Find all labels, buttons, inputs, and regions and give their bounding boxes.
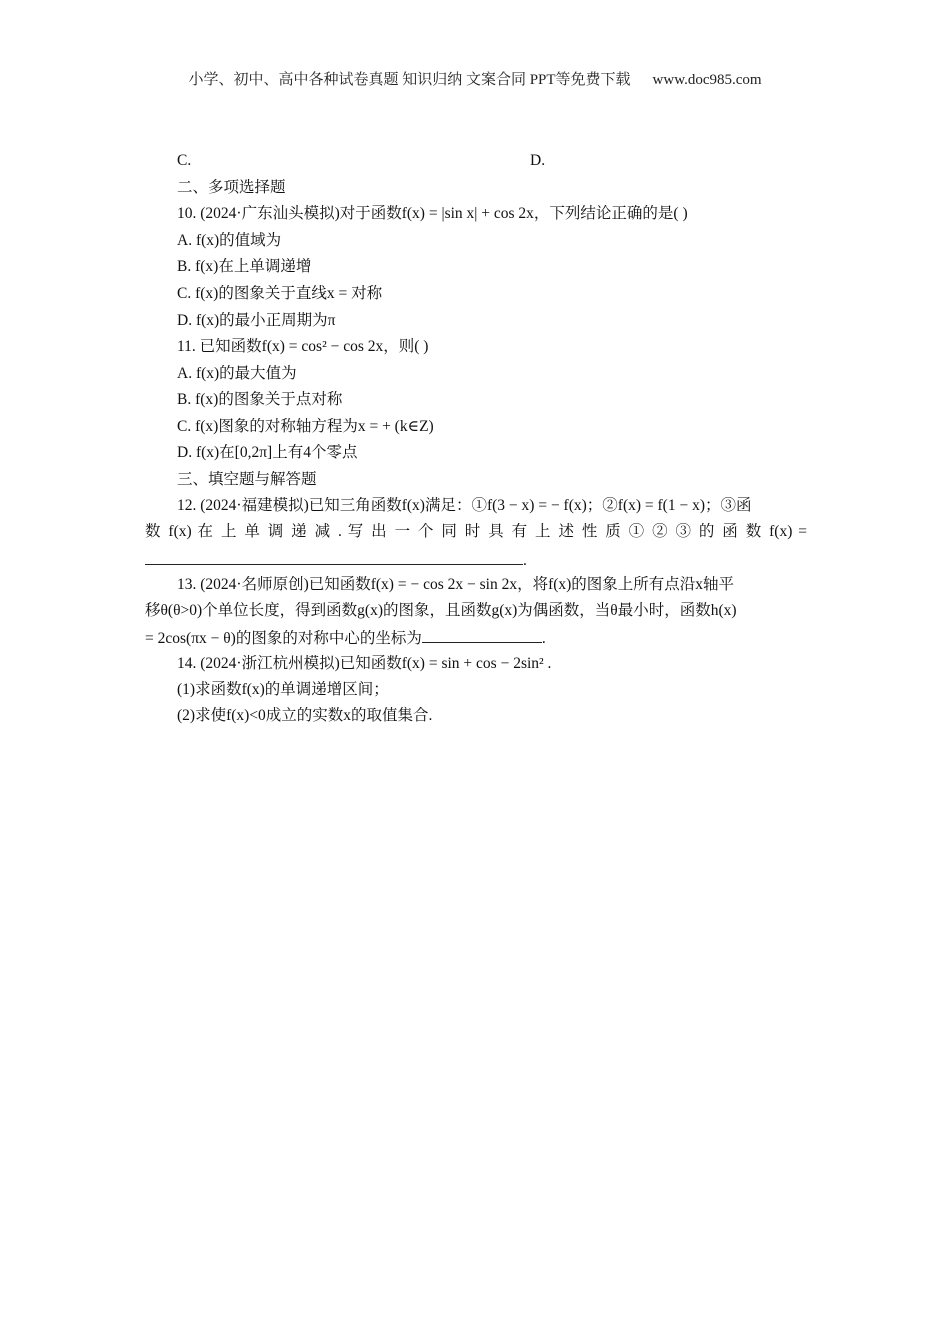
question-14-part-2: (2)求使f(x)<0成立的实数x的取值集合. <box>177 707 433 724</box>
option-c-label: C. <box>177 152 192 169</box>
answer-blank[interactable] <box>145 549 523 565</box>
answer-blank[interactable] <box>422 627 542 643</box>
question-11-option-d: D. f(x)在[0,2π]上有4个零点 <box>177 444 358 461</box>
question-13-line-1: 13. (2024·名师原创)已知函数f(x) = − cos 2x − sin 2x，将f(x)的图象上所有点沿x轴平 <box>177 576 735 593</box>
question-13-line-3-text: = 2cos(πx − θ)的图象的对称中心的坐标为 <box>145 630 422 647</box>
question-11-option-a: A. f(x)的最大值为 <box>177 365 297 382</box>
question-10-option-b: B. f(x)在上单调递增 <box>177 258 312 275</box>
header-text: 小学、初中、高中各种试卷真题 知识归纳 文案合同 PPT等免费下载 <box>188 72 631 88</box>
question-12-line-1: 12. (2024·福建模拟)已知三角函数f(x)满足：①f(3 − x) = − f(x)；②f(x) = f(1 − x)；③函 <box>177 497 752 514</box>
question-11-option-b: B. f(x)的图象关于点对称 <box>177 391 343 408</box>
question-14-part-1: (1)求函数f(x)的单调递增区间； <box>177 681 389 698</box>
page-header <box>0 68 950 89</box>
header-url: www.doc985.com <box>652 72 762 88</box>
section-heading-multiple-choice: 二、多项选择题 <box>177 179 286 196</box>
question-10-option-d: D. f(x)的最小正周期为π <box>177 312 336 329</box>
question-11-option-c: C. f(x)图象的对称轴方程为x = + (k∈Z) <box>177 418 434 435</box>
question-13-line-3 <box>145 627 807 649</box>
question-13-period: . <box>541 630 546 647</box>
question-11-stem: 11. 已知函数f(x) = cos² − cos 2x，则( ) <box>177 338 429 355</box>
option-d-label: D. <box>530 152 546 169</box>
question-12-line-2: 数 f(x) 在 上 单 调 递 减 . 写 出 一 个 同 时 具 有 上 述 性 质 ① ② ③ 的 函 数 f(x) = <box>145 523 807 540</box>
question-13-line-2: 移θ(θ>0)个单位长度，得到函数g(x)的图象，且函数g(x)为偶函数，当θ最小时，函数h(x) <box>145 602 737 619</box>
question-12-answer-line <box>145 549 807 571</box>
question-10-stem: 10. (2024·广东汕头模拟)对于函数f(x) = |sin x| + cos 2x，下列结论正确的是( ) <box>177 205 688 222</box>
question-10-option-a: A. f(x)的值域为 <box>177 232 282 249</box>
section-heading-fill-in: 三、填空题与解答题 <box>177 471 317 488</box>
question-12-period: . <box>523 552 527 569</box>
question-10-option-c: C. f(x)的图象关于直线x = 对称 <box>177 285 383 302</box>
question-14-stem: 14. (2024·浙江杭州模拟)已知函数f(x) = sin + cos − 2sin² . <box>177 655 552 672</box>
